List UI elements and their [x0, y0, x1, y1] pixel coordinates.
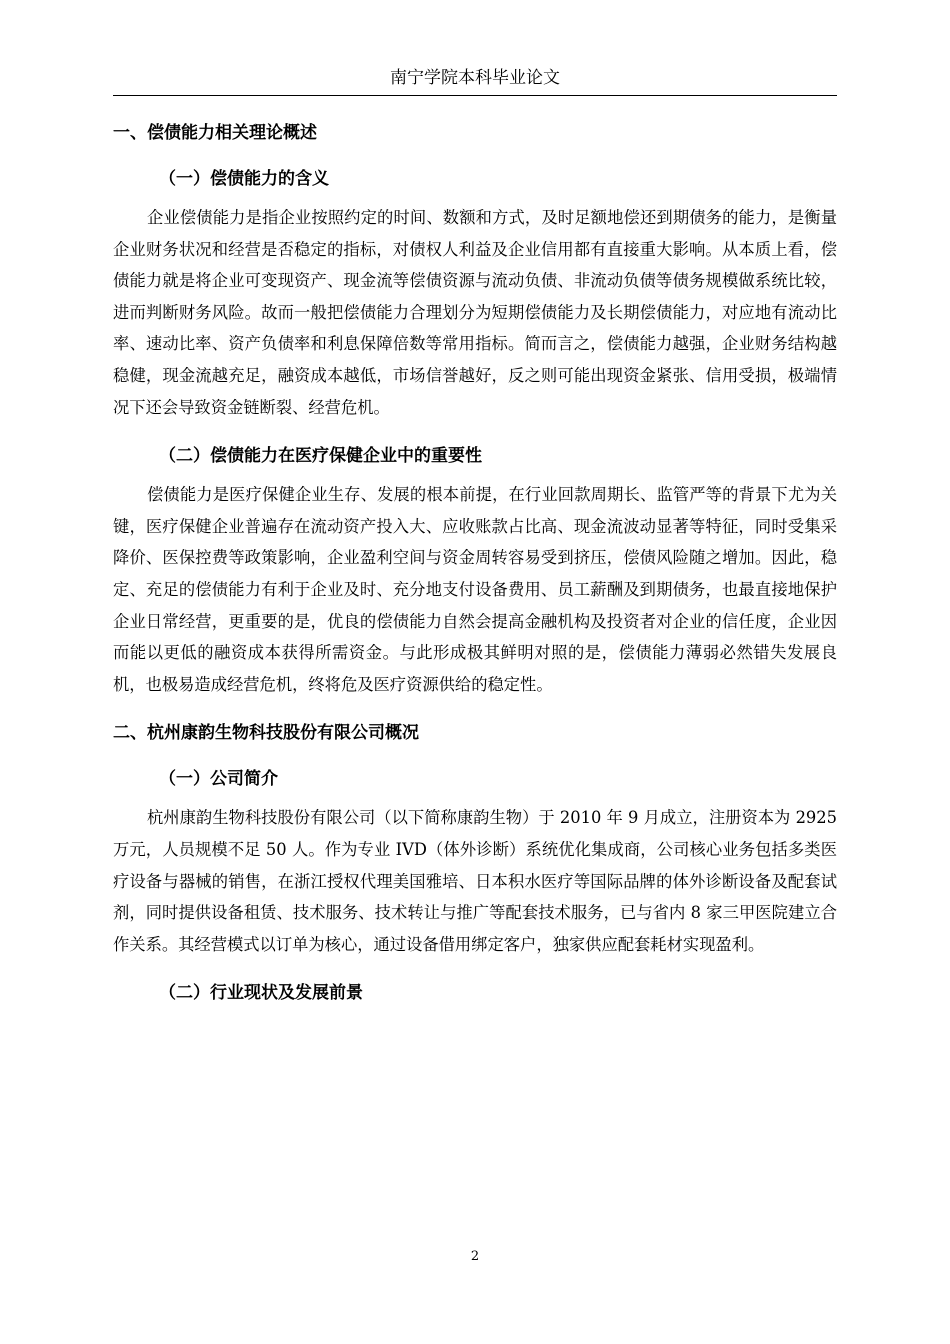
section-heading-1: 一、偿债能力相关理论概述 [113, 123, 317, 143]
header-rule [113, 95, 837, 96]
body-paragraph: 企业偿债能力是指企业按照约定的时间、数额和方式，及时足额地偿还到期债务的能力，是衡量企业财务状况和经营是否稳定的指标，对债权人利益及企业信用都有直接重大影响。从本质上看，偿债能力就是将企业可变现资产、现金流等偿债资源与流动负债、非流动负债等债务规模做系统比较，进而判断财务风险。故而一般把偿债能力合理划分为短期偿债能力及长期偿债能力，对应地有流动比率、速动比率、资产负债率和利息保障倍数等常用指标。简而言之，偿债能力越强，企业财务结构越稳健，现金流越充足，融资成本越低，市场信誉越好，反之则可能出现资金紧张、信用受损，极端情况下还会导致资金链断裂、经营危机。 [113, 208, 837, 417]
body-paragraph: 杭州康韵生物科技股份有限公司（以下简称康韵生物）于 2010 年 9 月成立，注册资本为 2925 万元，人员规模不足 50 人。作为专业 IVD（体外诊断）系统优化集成商，公司核心业务包括多类医疗设备与器械的销售，在浙江授权代理美国雅培、日本积水医疗等国际品牌的体外诊断设备及配套试剂，同时提供设备租赁、技术服务、技术转让与推广等配套技术服务，已与省内 8 家三甲医院建立合作关系。其经营模式以订单为核心，通过设备借用绑定客户，独家供应配套耗材实现盈利。 [113, 808, 837, 954]
subsection-heading-2-2: （二）行业现状及发展前景 [159, 983, 363, 1004]
section-heading-2: 二、杭州康韵生物科技股份有限公司概况 [113, 723, 419, 744]
subsection-heading-1-2: （二）偿债能力在医疗保健企业中的重要性 [159, 446, 482, 467]
body-paragraph: 偿债能力是医疗保健企业生存、发展的根本前提，在行业回款周期长、监管严等的背景下尤为关键，医疗保健企业普遍存在流动资产投入大、应收账款占比高、现金流波动显著等特征，同时受集采降价、医保控费等政策影响，企业盈利空间与资金周转容易受到挤压，偿债风险随之增加。因此，稳定、充足的偿债能力有利于企业及时、充分地支付设备费用、员工薪酬及到期债务，也最直接地保护企业日常经营，更重要的是，优良的偿债能力自然会提高金融机构及投资者对企业的信任度，企业因而能以更低的融资成本获得所需资金。与此形成极其鲜明对照的是，偿债能力薄弱必然错失发展良机，也极易造成经营危机，终将危及医疗资源供给的稳定性。 [113, 485, 837, 694]
subsection-heading-1-1: （一）偿债能力的含义 [159, 169, 329, 189]
running-header: 南宁学院本科毕业论文 [390, 68, 560, 88]
subsection-heading-2-1: （一）公司简介 [159, 769, 278, 790]
page-number: 2 [470, 1249, 480, 1264]
page-body [113, 110, 837, 1016]
